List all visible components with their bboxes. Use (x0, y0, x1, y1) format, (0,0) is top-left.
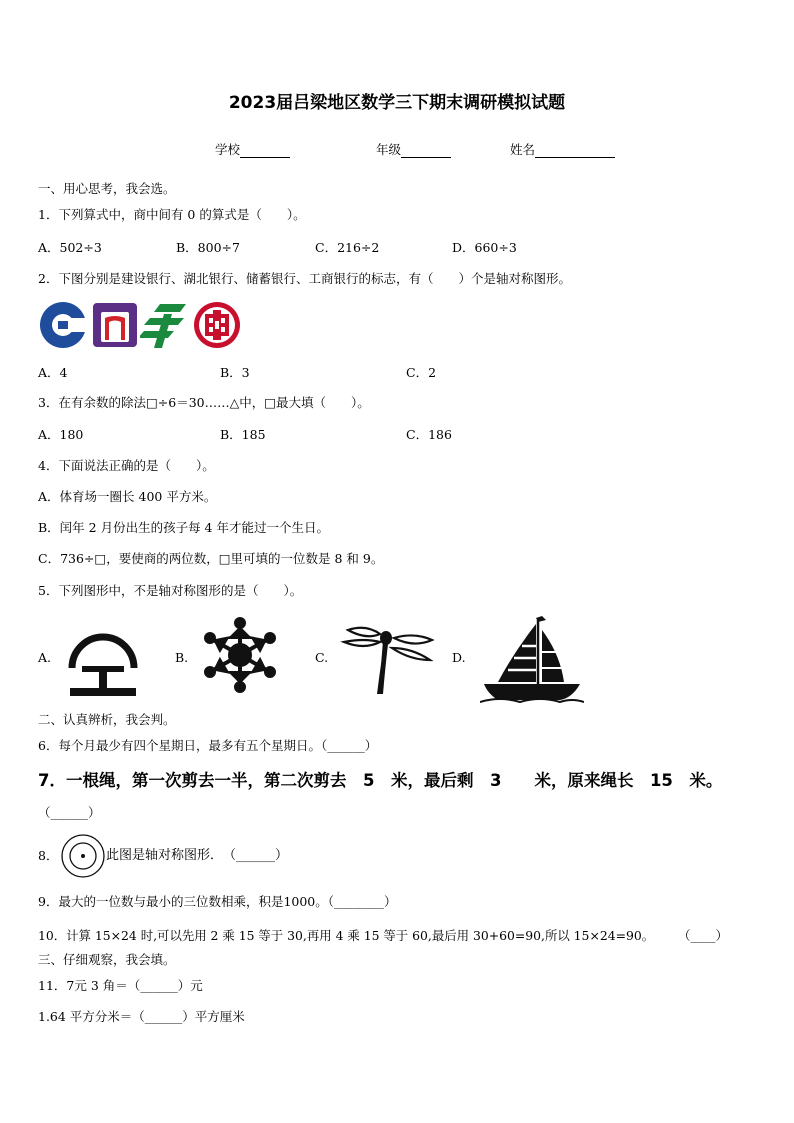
q5-label-b[interactable]: B. (175, 650, 189, 665)
question-3-options (38, 425, 758, 445)
section-2-heading: 二、认真辨析，我会判。 (38, 712, 176, 727)
question-1: 1．下列算式中，商中间有 0 的算式是（ ）。 (38, 207, 306, 222)
q1-option-a[interactable]: A．502÷3 (38, 240, 102, 255)
question-4: 4．下面说法正确的是（ ）。 (38, 458, 215, 473)
q1-option-c[interactable]: C．216÷2 (315, 240, 380, 255)
question-10: 10．计算 15×24 时,可以先用 2 乘 15 等于 30,再用 4 乘 15 等于 60,最后用 30+60=90,所以 15×24=90。 (38, 928, 655, 943)
hubei-bank-logo-icon (90, 300, 140, 350)
q4-option-b[interactable]: B．闰年 2 月份出生的孩子每 4 年才能过一个生日。 (38, 520, 329, 535)
q5-label-c[interactable]: C. (315, 650, 329, 665)
question-8-number: 8． (38, 848, 59, 863)
question-11b: 1.64 平方分米＝（______）平方厘米 (38, 1009, 245, 1024)
q1-option-b[interactable]: B．800÷7 (176, 240, 240, 255)
q5-label-d[interactable]: D. (452, 650, 466, 665)
question-8: 此图是轴对称图形． （______） (106, 848, 289, 863)
question-7-answer-blank[interactable]: （______） (38, 805, 101, 820)
question-3: 3．在有余数的除法□÷6＝30……△中，□最大填（ ）。 (38, 395, 370, 410)
page-title: 2023届吕梁地区数学三下期末调研模拟试题 (228, 93, 566, 113)
q3-option-c[interactable]: C．186 (406, 427, 452, 442)
q5-figure-a-icon (62, 622, 144, 700)
q2-option-c[interactable]: C．2 (406, 365, 437, 380)
section-1-heading: 一、用心思考，我会选。 (38, 181, 176, 196)
q5-figure-b-snowflake-icon (200, 615, 280, 695)
ccb-logo-icon (38, 300, 88, 350)
name-field[interactable]: 姓名 (510, 140, 615, 158)
icbc-logo-icon (192, 300, 242, 350)
question-6: 6．每个月最少有四个星期日，最多有五个星期日。（______） (38, 738, 378, 753)
question-7: 7．一根绳，第一次剪去一半，第二次剪去 5 米，最后剩 3 米，原来绳长 15 米。 (38, 771, 723, 790)
q4-option-a[interactable]: A．体育场一圈长 400 平方米。 (38, 489, 217, 504)
q5-label-a[interactable]: A. (38, 650, 52, 665)
concentric-circles-icon (60, 833, 106, 879)
question-2-options (38, 363, 758, 383)
school-field[interactable]: 学校 (215, 140, 290, 158)
question-5: 5．下列图形中，不是轴对称图形的是（ ）。 (38, 583, 303, 598)
q1-option-d[interactable]: D．660÷3 (452, 240, 517, 255)
postal-bank-logo-icon (140, 300, 190, 350)
grade-field[interactable]: 年级 (376, 140, 451, 158)
question-11: 11．7元 3 角＝（______）元 (38, 978, 203, 993)
q3-option-a[interactable]: A．180 (38, 427, 84, 442)
question-2: 2．下图分别是建设银行、湖北银行、储蓄银行、工商银行的标志，有（ ）个是轴对称图形。 (38, 271, 571, 286)
q3-option-b[interactable]: B．185 (220, 427, 266, 442)
q2-option-a[interactable]: A．4 (38, 365, 68, 380)
question-10-answer-blank[interactable]: （____） (678, 928, 729, 943)
question-10-row (38, 925, 758, 945)
q5-figure-c-dragonfly-icon (340, 620, 436, 698)
q5-figure-d-sailboat-icon (480, 612, 584, 704)
question-1-options (38, 238, 758, 258)
q2-option-b[interactable]: B．3 (220, 365, 250, 380)
question-9: 9．最大的一位数与最小的三位数相乘，积是1000。（________） (38, 894, 397, 909)
section-3-heading: 三、仔细观察，我会填。 (38, 952, 176, 967)
student-info-row (0, 140, 794, 160)
q4-option-c[interactable]: C．736÷□，要使商的两位数，□里可填的一位数是 8 和 9。 (38, 551, 384, 566)
